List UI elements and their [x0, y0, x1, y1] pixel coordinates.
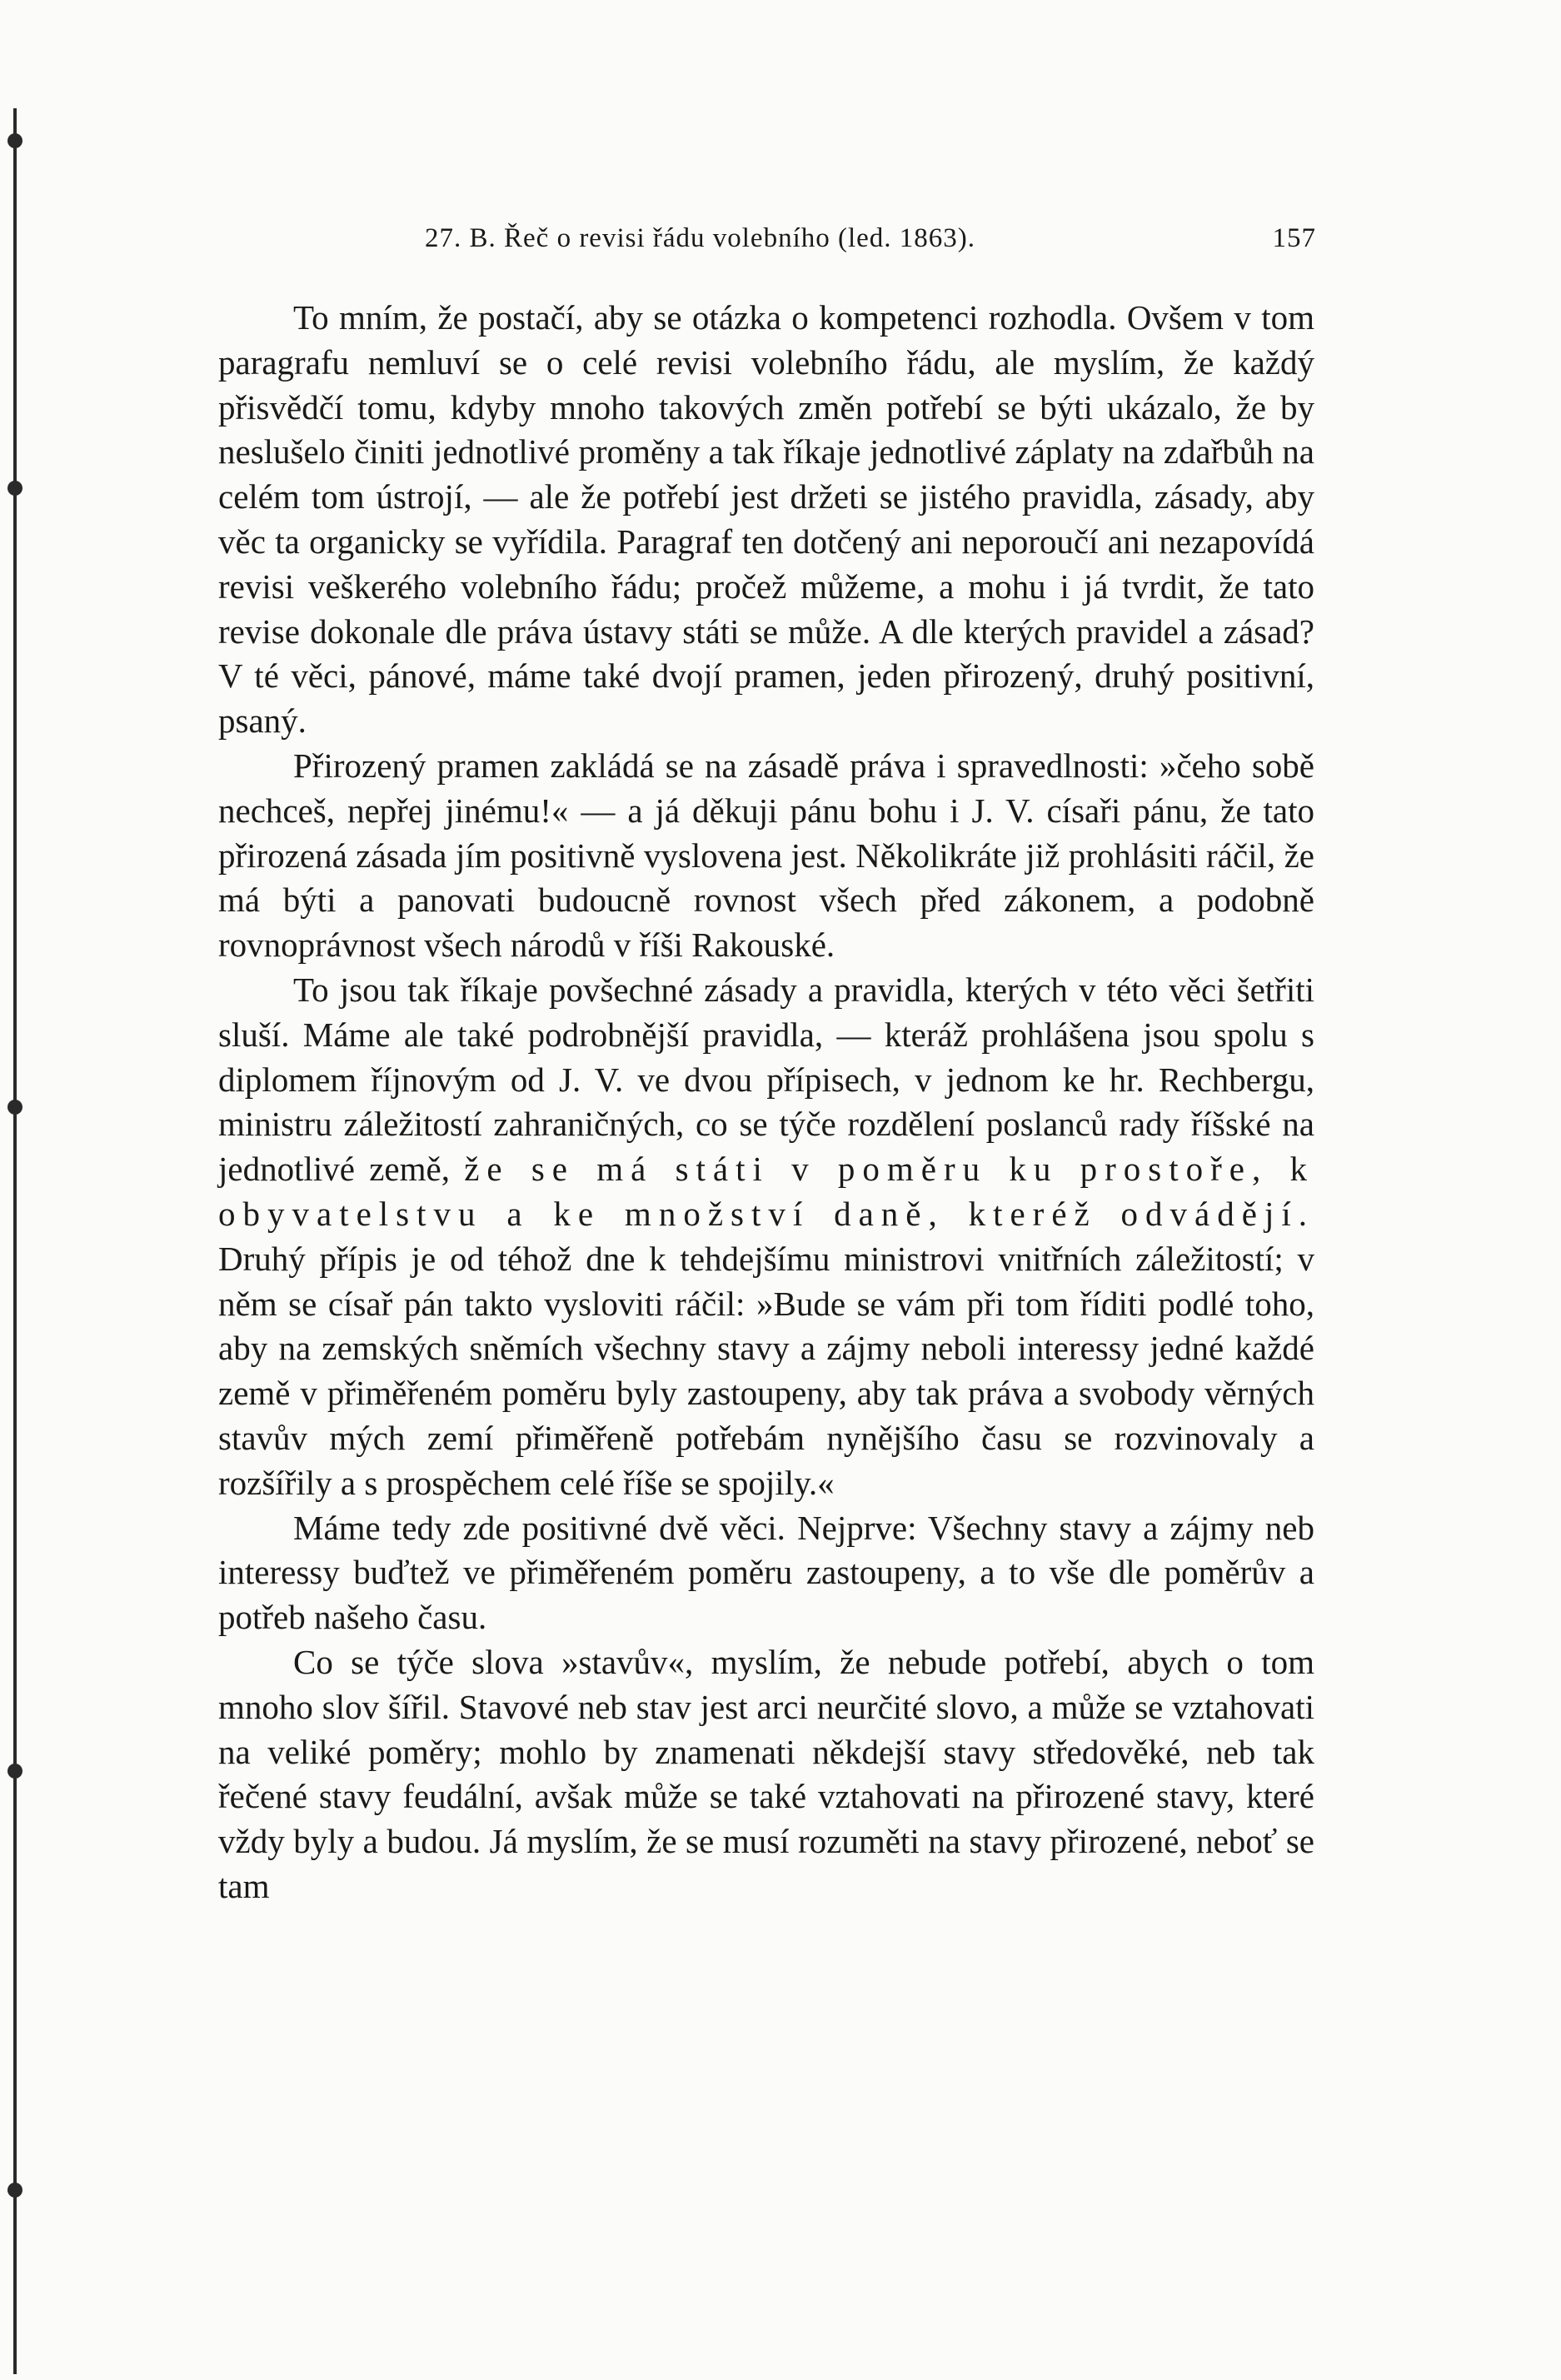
- binding-dot: [7, 481, 22, 496]
- paragraph: Co se týče slova »stavův«, myslím, že nebude potřebí, abych o tom mnoho slov šířil. Stavové neb stav jest arci neurčité slovo, a může se vztahovati na veliké poměry; mohlo by znamenati někdejší stavy středověké, neb tak řečené stavy feudální, avšak může se také vztahovati na přirozené stavy, které vždy byly a budou. Já myslím, že se musí rozuměti na stavy přirozené, neboť se tam: [218, 1642, 1314, 1905]
- page-number: 157: [1272, 223, 1316, 253]
- paragraph-text: To jsou tak říkaje povšechné zásady a pravidla, kterých v této věci šetřiti sluší. Máme ale také podrobnější pravidla, — kteráž prohlášena jsou spolu s diplomem říjnovým od J. V. ve dvou přípisech, v jednom ke hr. Rechbergu, ministru záležitostí zahraničných, co se týče rozdělení poslanců rady říšské na jednotlivé země,: [218, 970, 1314, 1189]
- emphasized-text: že se má státi v poměru ku prostoře, k obyvatelstvu a ke množství daně, kteréž odvádějí.: [218, 1150, 1314, 1233]
- body-text: [218, 296, 1314, 1909]
- paragraph-text: Druhý přípis je od téhož dne k tehdejšímu ministrovi vnitřních záležitostí; v něm se císař pán takto vysloviti ráčil: »Bude se vám při tom říditi podlé toho, aby na zemských sněmích všechny stavy a zájmy neboli interessy jedné každé země v přiměřeném poměru byly zastoupeny, aby tak práva a svobody věrných stavův mých zemí přiměřeně potřebám nynějšího času se rozvinovaly a rozšířily a s prospěchem celé říše se spojily.«: [218, 1239, 1314, 1502]
- binding-dot: [7, 133, 22, 148]
- paragraph: Máme tedy zde positivné dvě věci. Nejprve: Všechny stavy a zájmy neb interessy buďtež ve přiměřeném poměru zastoupeny, a to vše dle poměrův a potřeb našeho času.: [218, 1508, 1314, 1637]
- page-header: [425, 223, 1316, 265]
- binding-dot: [7, 1764, 22, 1779]
- paragraph: [218, 968, 1314, 1506]
- paragraph: Přirozený pramen zakládá se na zásadě práva i spravedlnosti: »čeho sobě nechceš, nepřej jinému!« — a já děkuji pánu bohu i J. V. císaři pánu, že tato přirozená zásada jím positivně vyslovena jest. Několikráte již prohlásiti ráčil, že má býti a panovati budoucně rovnost všech před zákonem, a podobně rovnoprávnost všech národů v říši Rakouské.: [218, 746, 1314, 965]
- binding-dot: [7, 1100, 22, 1115]
- paragraph: To mním, že postačí, aby se otázka o kompetenci rozhodla. Ovšem v tom paragrafu nemluví se o celé revisi volebního řádu, ale myslím, že každý přisvědčí tomu, kdyby mnoho takových změn potřebí se býti ukázalo, že by neslušelo činiti jednotlivé proměny a tak říkaje jednotlivé záplaty na zdařbůh na celém tom ústrojí, — ale že potřebí jest držeti se jistého pravidla, zásady, aby věc ta organicky se vyřídila. Paragraf ten dotčený ani neporoučí ani nezapovídá revisi veškerého volebního řádu; pročež můžeme, a mohu i já tvrdit, že tato revise dokonale dle práva ústavy státi se může. A dle kterých pravidel a zásad? V té věci, pánové, máme také dvojí pramen, jeden přirozený, druhý positivní, psaný.: [218, 298, 1314, 741]
- binding-dot: [7, 2183, 22, 2198]
- running-head: 27. B. Řeč o revisi řádu volebního (led. 1863).: [425, 223, 976, 253]
- binding-edge: [13, 108, 17, 2374]
